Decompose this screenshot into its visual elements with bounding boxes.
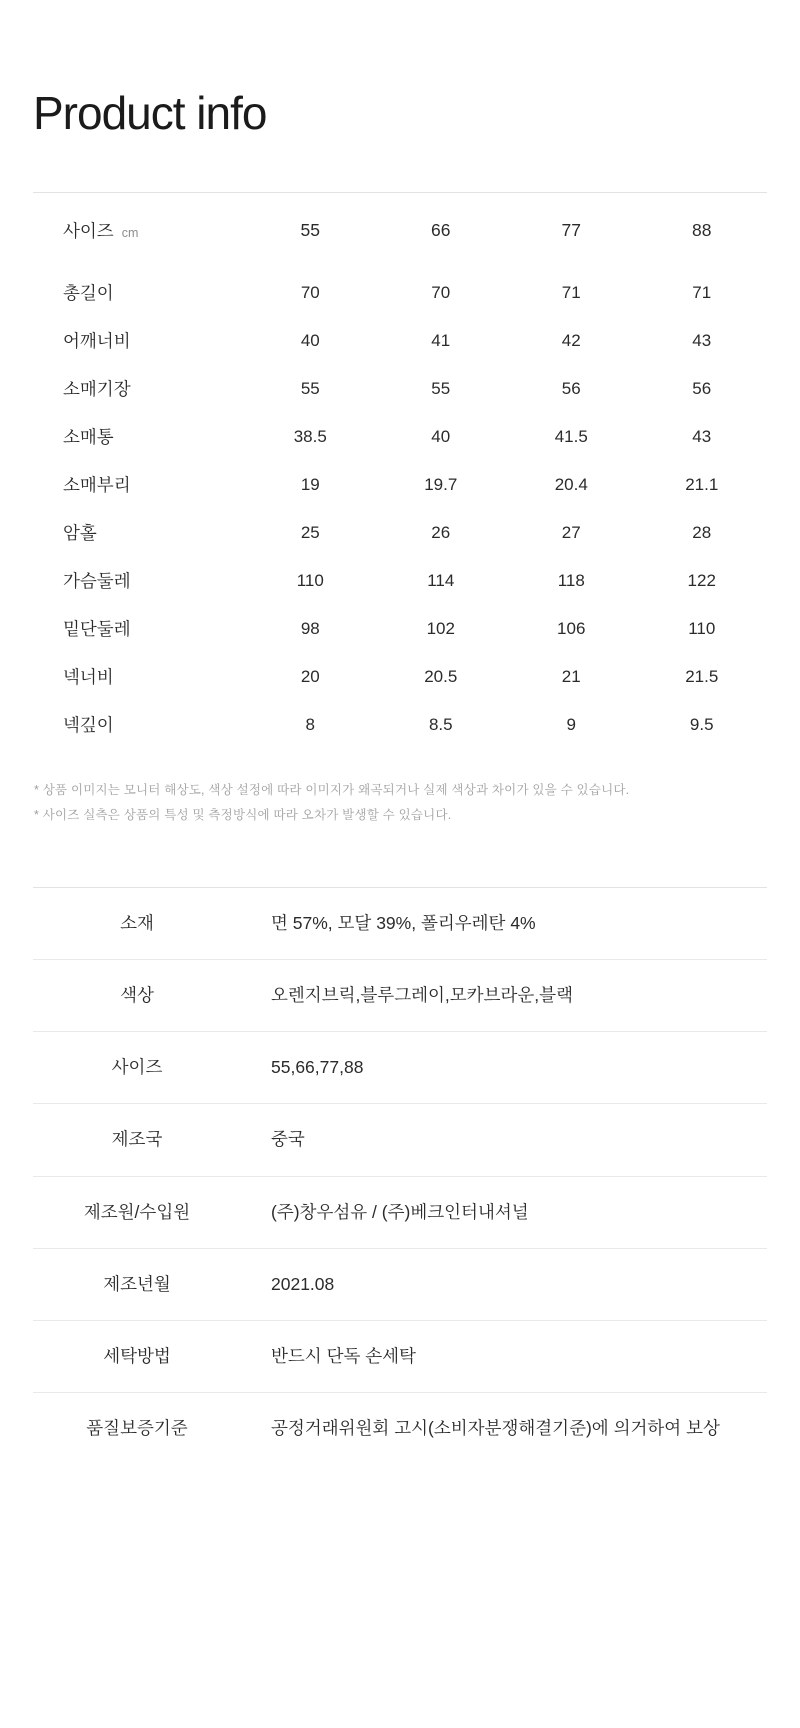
table-row [33,1320,767,1392]
row-label: 소매부리 [63,475,131,496]
cell-value: 8.5 [428,714,453,734]
cell-value: 56 [561,378,581,398]
size-unit: cm [121,226,139,241]
spec-label: 제조년월 [103,1273,171,1294]
row-label: 어깨너비 [63,331,131,352]
cell-value: 118 [557,570,585,590]
cell-value: 41.5 [554,426,588,446]
cell-value: 41 [431,330,451,350]
size-header-text: 사이즈 [63,221,114,242]
cell-value: 42 [561,330,581,350]
table-row [33,1104,767,1176]
table-row [33,557,767,605]
note-line: * 상품 이미지는 모니터 해상도, 색상 설정에 따라 이미지가 왜곡되거나 실제 색상과 차이가 있을 수 있습니다. [34,782,630,797]
cell-value: 56 [692,378,712,398]
spec-value: 2021.08 [271,1273,335,1294]
table-row [33,605,767,653]
spec-value: 중국 [271,1129,305,1150]
cell-value: 19.7 [424,474,458,494]
cell-value: 55 [300,378,320,398]
row-label: 넥너비 [63,667,114,688]
cell-value: 28 [692,522,712,542]
spec-value: 공정거래위원회 고시(소비자분쟁해결기준)에 의거하여 보상 [271,1417,720,1438]
spec-label: 세탁방법 [103,1345,171,1366]
cell-value: 102 [426,618,455,638]
table-row [33,701,767,749]
cell-value: 40 [300,330,320,350]
spec-label: 사이즈 [111,1057,163,1078]
spec-value: 오렌지브릭,블루그레이,모카브라운,블랙 [271,985,573,1006]
spec-label: 색상 [120,985,154,1006]
cell-value: 27 [561,522,581,542]
row-label: 암홀 [63,523,97,544]
cell-value: 43 [692,426,712,446]
spec-label: 소재 [120,913,154,934]
cell-value: 55 [431,378,451,398]
row-label: 소매기장 [63,379,131,400]
cell-value: 122 [687,570,716,590]
cell-value: 114 [427,570,455,590]
size-chart-header [33,193,767,269]
spec-label: 제조원/수입원 [83,1201,191,1222]
size-col-66: 66 [431,220,451,241]
cell-value: 110 [688,618,716,638]
cell-value: 19 [300,474,320,494]
cell-value: 21.1 [685,474,719,494]
cell-value: 25 [300,522,320,542]
table-header-row [33,193,767,269]
size-chart-body [33,269,767,749]
product-spec-table [33,888,767,1464]
cell-value: 9.5 [689,714,714,734]
table-row [33,413,767,461]
table-row [33,317,767,365]
table-row [33,269,767,317]
row-label: 총길이 [63,283,114,304]
table-row [33,461,767,509]
page-title: Product info [33,87,267,139]
table-row [33,509,767,557]
cell-value: 21 [561,666,581,686]
spec-value: 55,66,77,88 [271,1057,364,1078]
product-spec [33,887,767,1464]
cell-value: 9 [566,714,576,734]
cell-value: 98 [300,618,320,638]
spec-value: 반드시 단독 손세탁 [271,1345,416,1366]
disclaimer-notes [33,781,767,826]
spec-label: 제조국 [111,1129,163,1150]
cell-value: 20.4 [554,474,588,494]
size-col-88: 88 [692,220,712,241]
cell-value: 43 [692,330,712,350]
cell-value: 20.5 [424,666,458,686]
table-row [33,1248,767,1320]
cell-value: 106 [557,618,586,638]
size-header-label [33,193,245,269]
cell-value: 8 [305,714,315,734]
table-row [33,888,767,960]
cell-value: 70 [300,282,320,302]
table-row [33,1032,767,1104]
size-col-55: 55 [300,220,320,241]
size-chart [33,192,767,749]
note-line: * 사이즈 실측은 상품의 특성 및 측정방식에 따라 오차가 발생할 수 있습니다. [34,808,452,823]
cell-value: 71 [692,282,712,302]
row-label: 밑단둘레 [63,619,131,640]
spec-label: 품질보증기준 [86,1417,188,1438]
cell-value: 26 [431,522,451,542]
table-row [33,365,767,413]
cell-value: 110 [296,570,324,590]
size-col-77: 77 [561,220,581,241]
cell-value: 71 [561,282,581,302]
cell-value: 40 [431,426,451,446]
table-row [33,960,767,1032]
row-label: 넥깊이 [63,715,114,736]
table-row [33,1392,767,1464]
table-row [33,1176,767,1248]
table-row [33,653,767,701]
spec-value: (주)창우섬유 / (주)베크인터내셔널 [271,1201,529,1222]
spec-value: 면 57%, 모달 39%, 폴리우레탄 4% [271,913,536,934]
row-label: 소매통 [63,427,114,448]
row-label: 가슴둘레 [63,571,131,592]
cell-value: 38.5 [293,426,327,446]
cell-value: 21.5 [685,666,719,686]
cell-value: 70 [431,282,451,302]
cell-value: 20 [300,666,320,686]
size-chart-table [33,193,767,749]
product-spec-body [33,888,767,1464]
